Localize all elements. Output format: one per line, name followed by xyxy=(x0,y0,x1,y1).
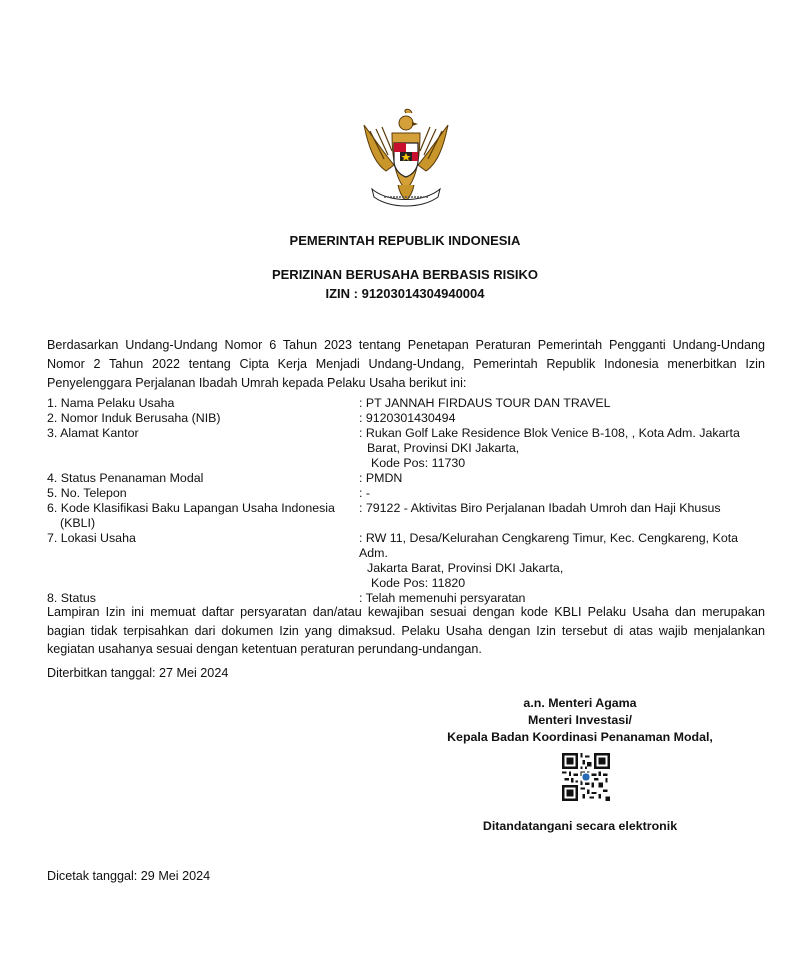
field-value: : PT JANNAH FIRDAUS TOUR DAN TRAVEL xyxy=(359,396,611,410)
permit-number: IZIN : 91203014304940004 xyxy=(325,286,485,301)
field-row-business-location xyxy=(47,531,765,591)
business-details-list xyxy=(47,396,765,606)
field-value-cont: Kode Pos: 11820 xyxy=(371,576,466,590)
field-label: 7. Lokasi Usaha xyxy=(47,531,136,545)
field-label: 3. Alamat Kantor xyxy=(47,426,139,440)
field-label: 8. Status xyxy=(47,591,96,605)
electronic-signature-note: Ditandatangani secara elektronik xyxy=(482,819,678,833)
government-heading: PEMERINTAH REPUBLIK INDONESIA xyxy=(289,233,521,248)
field-value: : - xyxy=(359,486,371,500)
intro-paragraph: Berdasarkan Undang-Undang Nomor 6 Tahun 2023 tentang Penetapan Peraturan Pemerintah Pengganti Undang-Undang Nomor 2 Tahun 2022 tentang Cipta Kerja Menjadi Undang-Undang, Pemerintah Republik Indonesia menerbitkan Izin Penyelenggara Perjalanan Ibadah Umrah kepada Pelaku Usaha berikut ini: xyxy=(47,338,765,390)
permit-title: PERIZINAN BERUSAHA BERBASIS RISIKO xyxy=(271,267,539,282)
field-row-phone xyxy=(47,486,765,501)
field-label: 4. Status Penanaman Modal xyxy=(47,471,204,485)
signatory-line-3: Kepala Badan Koordinasi Penanaman Modal, xyxy=(447,730,713,744)
field-value-cont: Barat, Provinsi DKI Jakarta, xyxy=(367,441,520,455)
field-value: : PMDN xyxy=(359,471,403,485)
field-value: : 79122 - Aktivitas Biro Perjalanan Ibadah Umroh dan Haji Khusus xyxy=(359,501,721,515)
field-label-cont: (KBLI) xyxy=(60,516,96,530)
field-value: : RW 11, Desa/Kelurahan Cengkareng Timur, Kec. Cengkareng, Kota Adm. xyxy=(359,531,739,560)
qr-code-icon xyxy=(562,753,610,801)
field-row-capital-status xyxy=(47,471,765,486)
signatory-line-1: a.n. Menteri Agama xyxy=(523,696,637,710)
field-row-business-name xyxy=(47,396,765,411)
issued-date: Diterbitkan tanggal: 27 Mei 2024 xyxy=(47,666,229,680)
field-value-block xyxy=(359,426,765,471)
field-row-nib xyxy=(47,411,765,426)
field-row-kbli xyxy=(47,501,765,531)
signatory-line-2: Menteri Investasi/ xyxy=(528,713,632,727)
field-label: 2. Nomor Induk Berusaha (NIB) xyxy=(47,411,221,425)
field-value-block xyxy=(359,531,765,591)
field-label: 5. No. Telepon xyxy=(47,486,127,500)
field-value-cont: Kode Pos: 11730 xyxy=(371,456,466,470)
closing-paragraph: Lampiran Izin ini memuat daftar persyaratan dan/atau kewajiban sesuai dengan kode KBLI Pelaku Usaha dan merupakan bagian tidak terpisahkan dari dokumen Izin yang dimaksud. Pelaku Usaha dengan Izin tersebut di atas wajib menjalankan kegiatan usahanya sesuai dengan ketentuan peraturan perundang-undangan. xyxy=(47,605,765,656)
printed-date: Dicetak tanggal: 29 Mei 2024 xyxy=(47,869,211,883)
garuda-pancasila-emblem xyxy=(354,105,458,213)
field-value: : 9120301430494 xyxy=(359,411,456,425)
field-label: 1. Nama Pelaku Usaha xyxy=(47,396,175,410)
field-label: 6. Kode Klasifikasi Baku Lapangan Usaha Indonesia xyxy=(47,501,335,515)
field-value: : Telah memenuhi persyaratan xyxy=(359,591,526,605)
field-label-block xyxy=(47,501,359,531)
field-value-cont: Jakarta Barat, Provinsi DKI Jakarta, xyxy=(367,561,564,575)
field-row-office-address xyxy=(47,426,765,471)
field-value: : Rukan Golf Lake Residence Blok Venice B-108, , Kota Adm. Jakarta xyxy=(359,426,740,440)
signatory-block xyxy=(430,695,730,746)
